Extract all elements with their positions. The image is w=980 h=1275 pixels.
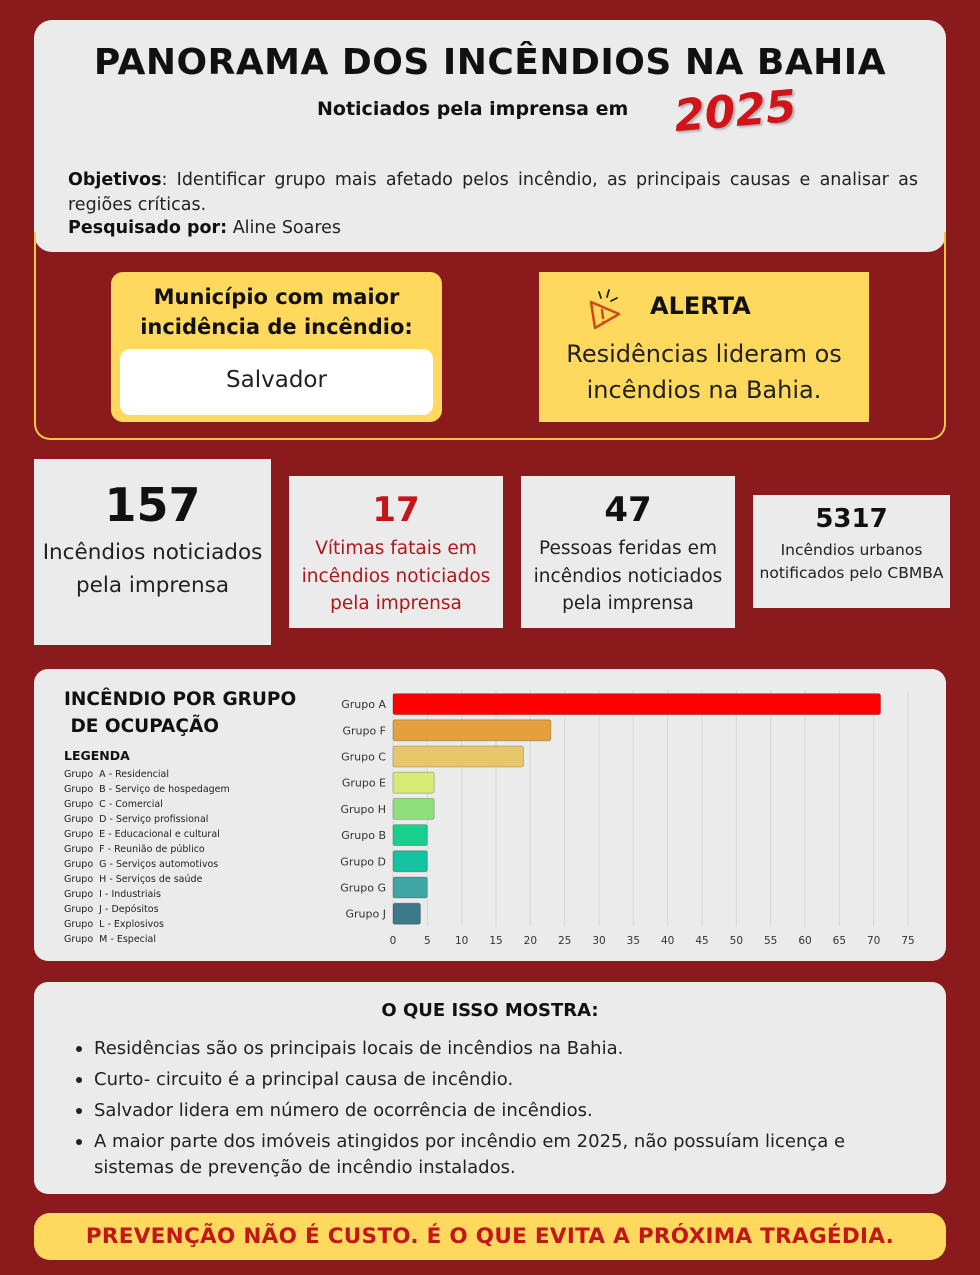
insight-item: Salvador lidera em número de ocorrência de incêndios. — [94, 1098, 924, 1124]
stat-value: 17 — [372, 490, 420, 530]
bar-grupo-c — [393, 746, 523, 767]
legend-item: Grupo C - Comercial — [64, 799, 163, 810]
legend-item: Grupo H - Serviços de saúde — [64, 874, 203, 885]
alert-title: ALERTA — [650, 292, 751, 320]
stat-card-injured — [521, 476, 735, 628]
header-card — [34, 20, 946, 252]
insights-card — [34, 982, 946, 1194]
x-tick-label: 20 — [523, 934, 538, 947]
stat-value: 157 — [104, 478, 201, 532]
warning-icon — [583, 284, 629, 338]
objectives-text — [68, 168, 918, 218]
objectives-label: Objetivos — [68, 170, 162, 190]
stat-card-urban-fires — [753, 495, 950, 608]
bar-grupo-g — [393, 877, 427, 898]
objectives-body: : Identificar grupo mais afetado pelos incêndio, as principais causas e analisar as regiões críticas. — [68, 170, 918, 215]
legend-item: Grupo J - Depósitos — [64, 904, 159, 915]
legend-list — [64, 767, 230, 947]
municipality-title: Município com maior incidência de incêndio: — [140, 285, 413, 339]
bar-grupo-d — [393, 851, 427, 872]
y-category-label: Grupo J — [345, 907, 386, 921]
x-tick-label: 25 — [557, 934, 572, 947]
legend-item: Grupo B - Serviço de hospedagem — [64, 784, 230, 795]
bar-grupo-f — [393, 720, 551, 741]
insight-item: A maior parte dos imóveis atingidos por incêndio em 2025, não possuíam licença e sistemas de prevenção de incêndio instalados. — [94, 1129, 924, 1180]
x-tick-label: 30 — [592, 934, 606, 947]
x-tick-label: 45 — [695, 934, 709, 947]
x-tick-label: 70 — [866, 934, 881, 947]
stat-value: 47 — [604, 490, 652, 530]
y-category-label: Grupo H — [340, 802, 386, 816]
researcher-name: Aline Soares — [227, 218, 342, 238]
stat-card-fires — [34, 459, 271, 645]
bar-grupo-b — [393, 825, 427, 846]
insight-item: Curto- circuito é a principal causa de incêndio. — [94, 1067, 924, 1093]
page-subtitle: Noticiados pela imprensa em — [317, 98, 629, 120]
legend-item: Grupo E - Educacional e cultural — [64, 829, 220, 840]
alert-card — [539, 272, 869, 422]
legend-item: Grupo I - Industriais — [64, 889, 161, 900]
year-label: 2025 — [672, 80, 799, 143]
insights-list — [94, 1036, 924, 1186]
municipality-value: Salvador — [120, 349, 433, 415]
x-tick-label: 60 — [798, 934, 812, 947]
stat-label: Incêndios noticiados pela imprensa — [42, 540, 263, 598]
bar-chart — [324, 685, 924, 951]
municipality-card — [111, 272, 442, 422]
x-tick-label: 5 — [423, 934, 431, 947]
x-tick-label: 65 — [832, 934, 847, 947]
x-tick-label: 10 — [454, 934, 469, 947]
y-category-label: Grupo D — [340, 855, 386, 869]
researcher-label: Pesquisado por: — [68, 218, 228, 238]
x-tick-label: 55 — [763, 934, 778, 947]
stat-card-fatalities — [289, 476, 503, 628]
legend-item: Grupo L - Explosivos — [64, 919, 165, 930]
y-category-label: Grupo F — [342, 724, 386, 738]
y-category-label: Grupo C — [341, 750, 386, 764]
x-tick-label: 35 — [626, 934, 641, 947]
y-category-label: Grupo B — [341, 829, 386, 843]
page-title: PANORAMA DOS INCÊNDIOS NA BAHIA — [93, 42, 887, 83]
legend-item: Grupo G - Serviços automotivos — [64, 859, 219, 870]
bar-grupo-h — [393, 798, 434, 819]
alert-text: Residências lideram os incêndios na Bahia. — [566, 340, 842, 404]
chart-heading: INCÊNDIO POR GRUPO DE OCUPAÇÃO — [64, 689, 297, 737]
legend-item: Grupo A - Residencial — [64, 769, 169, 780]
bar-grupo-e — [393, 772, 434, 793]
legend-item: Grupo D - Serviço profissional — [64, 814, 209, 825]
prevention-banner: PREVENÇÃO NÃO É CUSTO. É O QUE EVITA A PRÓXIMA TRAGÉDIA. — [34, 1213, 946, 1260]
bar-grupo-a — [393, 694, 881, 715]
x-tick-label: 15 — [489, 934, 503, 947]
stat-label: Vítimas fatais em incêndios noticiados pela imprensa — [301, 538, 491, 614]
y-category-label: Grupo A — [341, 698, 386, 712]
x-tick-label: 40 — [660, 934, 675, 947]
x-tick-label: 50 — [729, 934, 744, 947]
legend-item: Grupo M - Especial — [64, 934, 156, 945]
insights-title: O QUE ISSO MOSTRA: — [381, 1000, 599, 1021]
bar-grupo-j — [393, 903, 420, 924]
stat-label: Incêndios urbanos notificados pelo CBMBA — [759, 541, 944, 582]
x-tick-label: 75 — [901, 934, 915, 947]
y-category-label: Grupo G — [340, 881, 386, 895]
stat-value: 5317 — [815, 504, 888, 534]
stat-label: Pessoas feridas em incêndios noticiados pela imprensa — [533, 538, 723, 614]
legend-item: Grupo F - Reunião de público — [64, 844, 205, 855]
y-category-label: Grupo E — [341, 776, 386, 790]
x-tick-label: 0 — [389, 934, 397, 947]
chart-card — [34, 669, 946, 961]
insight-item: Residências são os principais locais de incêndios na Bahia. — [94, 1036, 924, 1062]
legend-title: LEGENDA — [64, 748, 130, 763]
